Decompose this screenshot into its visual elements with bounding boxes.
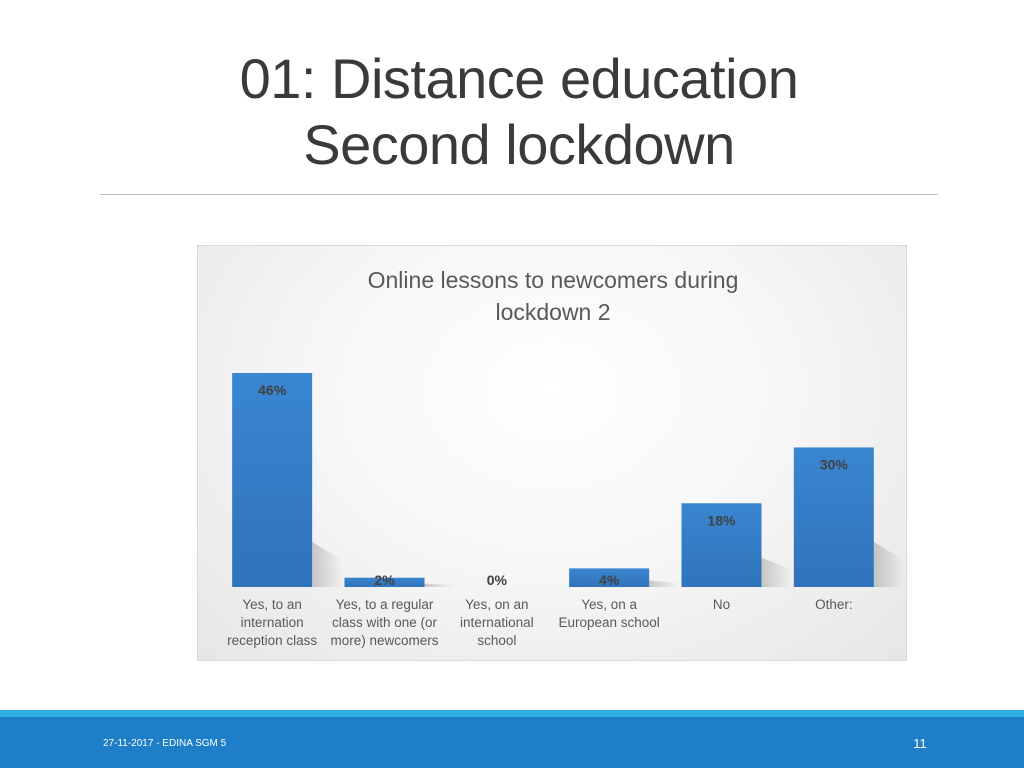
footer-date-text: 27-11-2017 - EDINA SGM 5 — [103, 738, 227, 749]
category-label-line: Yes, to an — [242, 597, 302, 612]
slide-title — [100, 46, 938, 178]
bar-shadow — [762, 558, 792, 587]
slide-title-line1: 01: Distance education — [239, 47, 799, 110]
chart-title-line1: Online lessons to newcomers during — [367, 267, 739, 293]
slide-title-line2: Second lockdown — [303, 113, 735, 176]
category-label-line: European school — [558, 615, 660, 630]
data-label: 2% — [374, 572, 395, 588]
category-label — [217, 596, 327, 650]
category-label-line: class with one (or — [331, 615, 438, 630]
data-label: 0% — [486, 572, 507, 588]
category-label-line: more) newcomers — [330, 633, 439, 648]
data-label: 4% — [599, 572, 620, 588]
category-label-line: Yes, on an — [465, 597, 529, 612]
bar-shadow — [425, 584, 455, 587]
data-label: 18% — [707, 512, 736, 529]
category-label-line: No — [712, 597, 731, 612]
bar-shadow — [312, 542, 342, 587]
category-label — [442, 596, 552, 650]
data-label: 46% — [258, 382, 287, 398]
category-label-line: international — [460, 615, 534, 630]
category-label-line: internation — [240, 615, 304, 630]
category-label — [779, 596, 889, 614]
bar-shadow — [874, 542, 904, 587]
title-divider — [100, 194, 938, 195]
category-label — [330, 596, 440, 650]
category-label-line: reception class — [227, 633, 318, 648]
chart-title-line2: lockdown 2 — [495, 299, 611, 325]
category-label — [554, 596, 664, 632]
bar — [232, 373, 312, 587]
page-number: 11 — [913, 736, 927, 751]
data-label: 30% — [819, 456, 848, 473]
category-label-line: Other: — [815, 597, 853, 612]
category-label — [667, 596, 777, 614]
category-label-line: Yes, to a regular — [335, 597, 434, 612]
category-label-line: school — [477, 633, 517, 648]
category-label-line: Yes, on a — [581, 597, 638, 612]
bar-shadow — [649, 580, 679, 587]
footer-accent-strip — [0, 710, 1024, 717]
bar-chart — [197, 245, 907, 661]
